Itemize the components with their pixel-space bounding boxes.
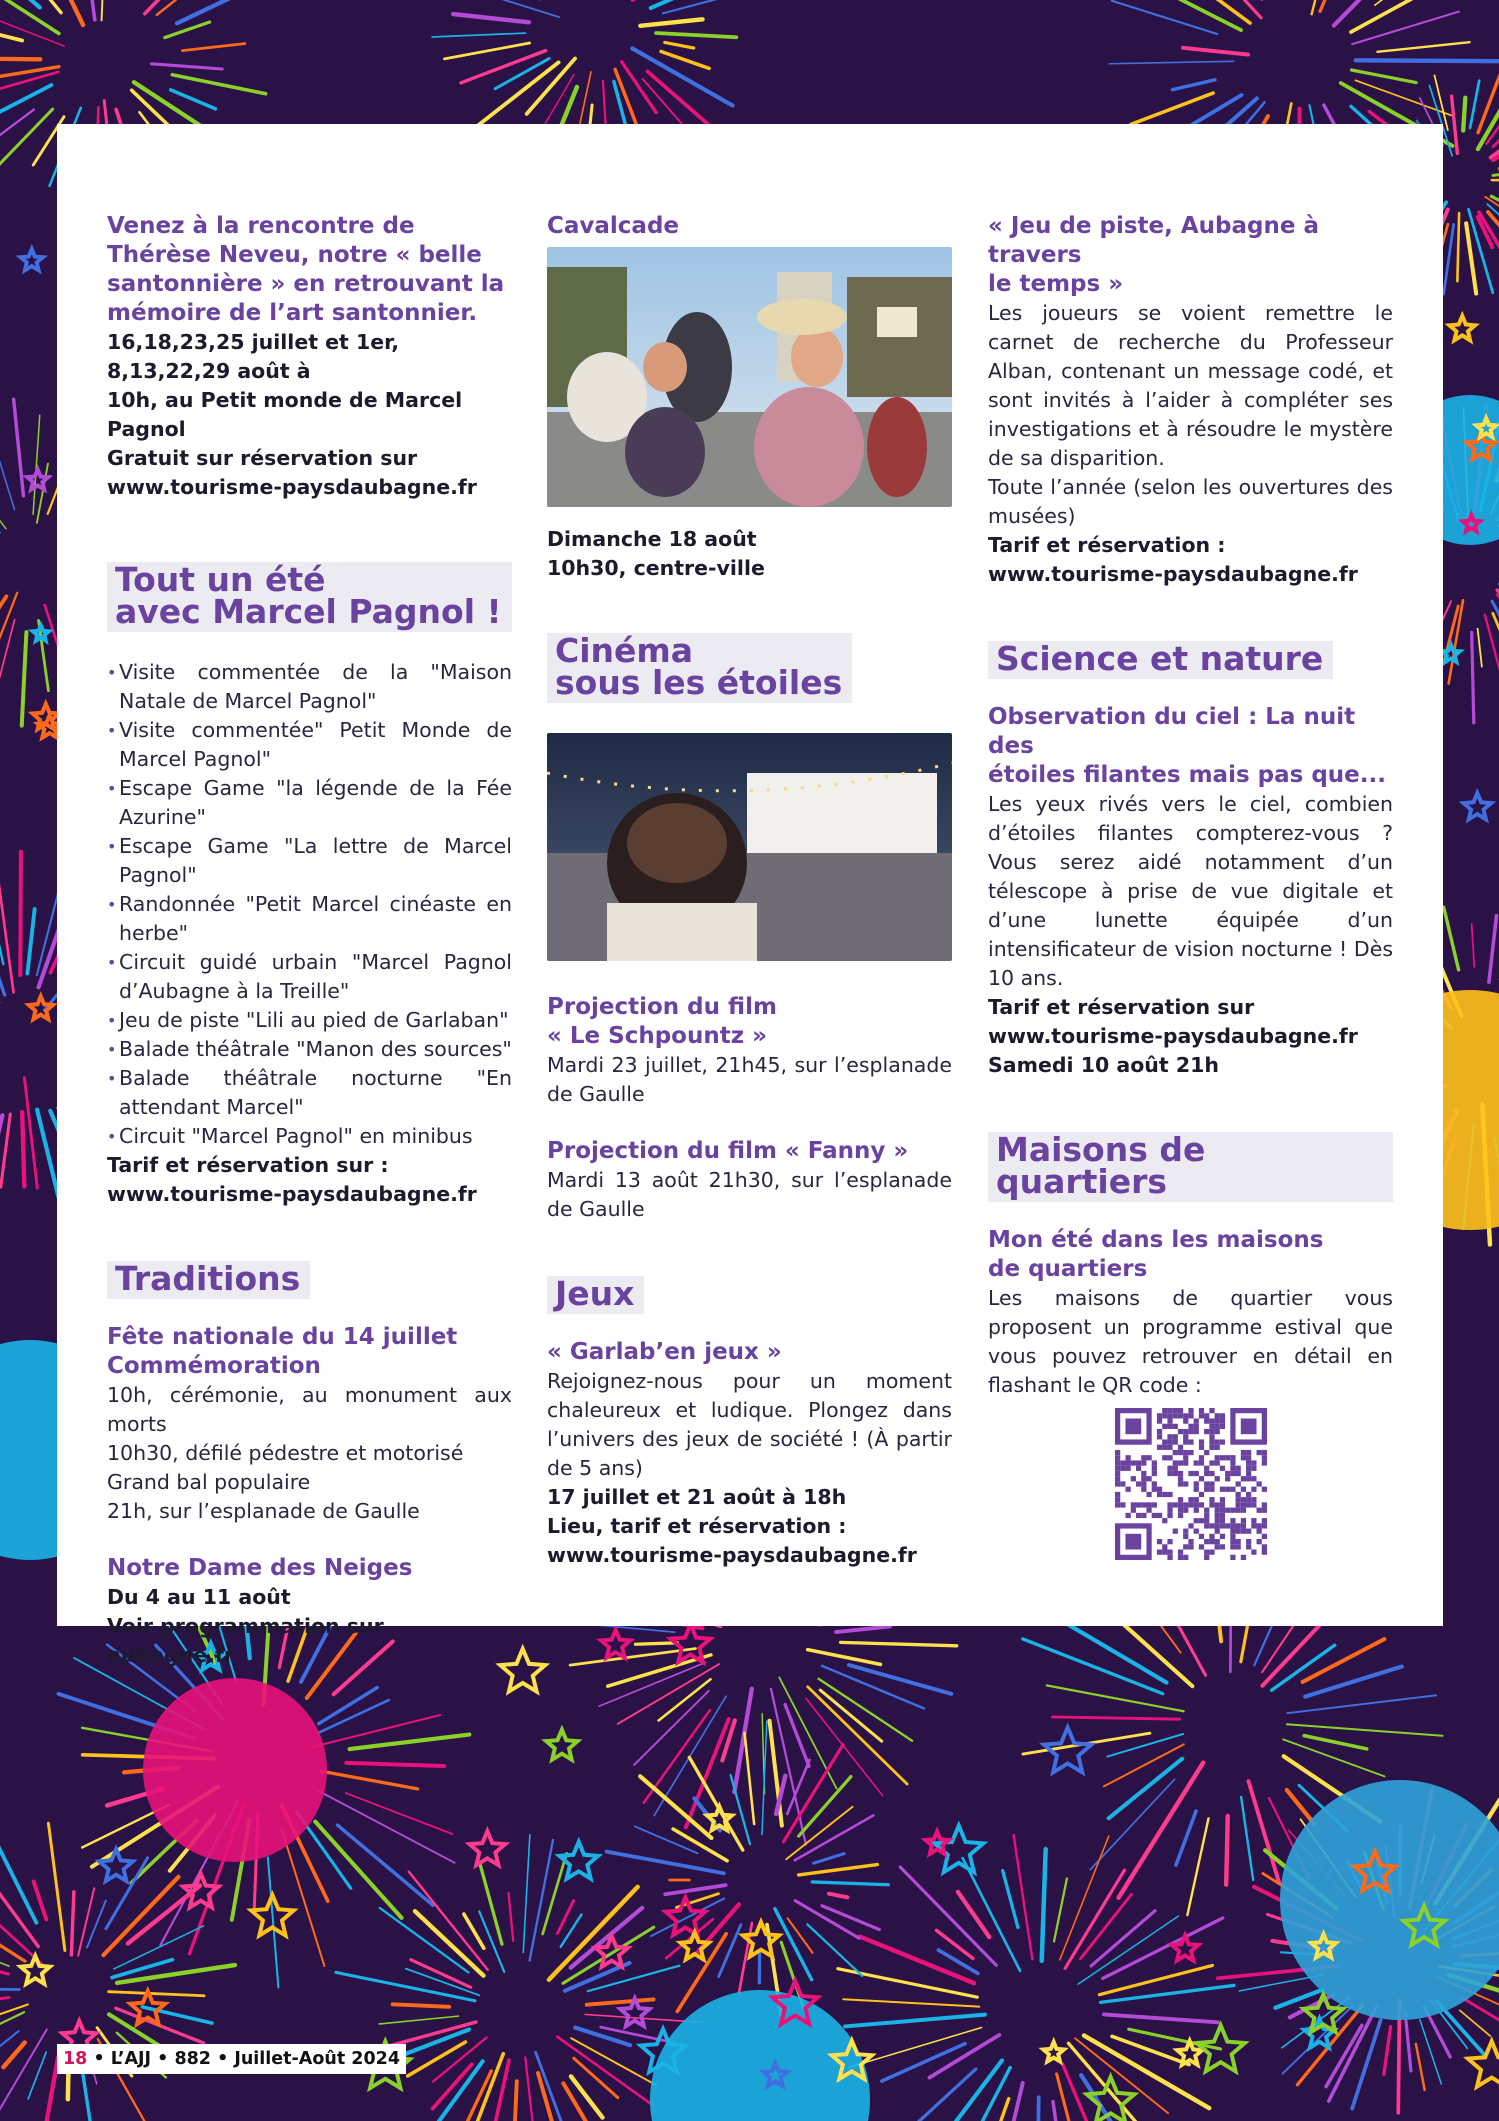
list-item: • Circuit guidé urbain "Marcel Pagnol d’Aubagne à la Treille" — [107, 948, 512, 1006]
footer-text: • L’AJJ • 882 • Juillet-Août 2024 — [87, 2049, 400, 2069]
section-title-pagnol: Tout un été avec Marcel Pagnol ! — [107, 562, 512, 632]
jeu-piste-details: Tarif et réservation : www.tourisme-paysdaubagne.fr — [988, 531, 1393, 589]
fete-nationale-text: 10h, cérémonie, au monument aux morts 10h30, défilé pédestre et motorisé Grand bal populaire 21h, sur l’esplanade de Gaulle — [107, 1383, 512, 1523]
film2-heading: Projection du film « Fanny » — [547, 1138, 909, 1164]
list-item: • Visite commentée de la "Maison Natale de Marcel Pagnol" — [107, 658, 512, 716]
film1-heading: Projection du film « Le Schpountz » — [547, 994, 777, 1049]
column-3 — [988, 212, 1393, 1560]
jeux-heading: « Garlab’en jeux » — [547, 1339, 782, 1365]
list-item: • Balade théâtrale nocturne "En attendant Marcel" — [107, 1064, 512, 1122]
notre-dame-heading: Notre Dame des Neiges — [107, 1555, 413, 1581]
list-item: • Visite commentée" Petit Monde de Marcel Pagnol" — [107, 716, 512, 774]
science-details: Tarif et réservation sur www.tourisme-paysdaubagne.fr Samedi 10 août 21h — [988, 993, 1393, 1080]
film1-text: Mardi 23 juillet, 21h45, sur l’esplanade de Gaulle — [547, 1053, 952, 1106]
jeux-text: Rejoignez-nous pour un moment chaleureux et ludique. Plongez dans l’univers des jeux de société ! (À partir de 5 ans) — [547, 1369, 952, 1480]
cavalcade-date: Dimanche 18 août 10h30, centre-ville — [547, 527, 765, 580]
jeux-link[interactable]: www.tourisme-paysdaubagne.fr — [547, 1543, 917, 1567]
cavalcade-heading: Cavalcade — [547, 213, 680, 239]
intro-details: 16,18,23,25 juillet et 1er, 8,13,22,29 août à 10h, au Petit monde de Marcel Pagnol Gratuit sur réservation sur www.tourisme-paysdaubagne.fr — [107, 328, 512, 502]
cinema-photo — [547, 733, 952, 961]
column-2 — [547, 212, 952, 1570]
section-title-jeux: Jeux — [547, 1276, 644, 1314]
content-panel — [57, 124, 1443, 1667]
jeux-details: 17 juillet et 21 août à 18h Lieu, tarif et réservation : www.tourisme-paysdaubagne.fr — [547, 1483, 952, 1570]
list-item: • Jeu de piste "Lili au pied de Garlaban" — [107, 1006, 512, 1035]
jeu-piste-text: Les joueurs se voient remettre le carnet de recherche du Professeur Alban, contenant un message codé, et sont invités à l’aider à compléter ses investigations et à résoudre le mystère de sa disparition. — [988, 301, 1393, 470]
notre-dame-details: Du 4 au 11 août Voir programmation sur aubagne.fr — [107, 1585, 384, 1667]
intro-heading: Venez à la rencontre de Thérèse Neveu, notre « belle santonnière » en retrouvant la mémoire de l’art santonnier. — [107, 213, 505, 326]
column-1 — [107, 212, 512, 1670]
science-text: Les yeux rivés vers le ciel, combien d’étoiles filantes compterez-vous ? Vous serez aidé notamment d’un télescope à prise de vue digitale et d’une lunette équipée d’un intensificateur de vision nocturne ! Dès 10 ans. — [988, 792, 1393, 990]
jeu-piste-text-2: Toute l’année (selon les ouvertures des musées) — [988, 475, 1393, 528]
section-title-science: Science et nature — [988, 641, 1333, 679]
science-heading: Observation du ciel : La nuit des étoiles filantes mais pas que... — [988, 704, 1386, 788]
section-title-cinema: Cinéma sous les étoiles — [547, 633, 852, 703]
maisons-heading: Mon été dans les maisons de quartiers — [988, 1227, 1324, 1282]
jeu-piste-heading: « Jeu de piste, Aubagne à travers le temps » — [988, 213, 1319, 297]
pagnol-activities-list — [107, 658, 512, 1151]
section-title-traditions: Traditions — [107, 1261, 310, 1299]
list-item: • Randonnée "Petit Marcel cinéaste en herbe" — [107, 890, 512, 948]
maisons-text: Les maisons de quartier vous proposent un programme estival que vous pouvez retrouver en détail en flashant le QR code : — [988, 1286, 1393, 1397]
list-item: • Circuit "Marcel Pagnol" en minibus — [107, 1122, 512, 1151]
list-item: • Escape Game "la légende de la Fée Azurine" — [107, 774, 512, 832]
qr-code[interactable] — [1115, 1408, 1267, 1560]
pagnol-booking: Tarif et réservation sur : www.tourisme-paysdaubagne.fr — [107, 1151, 512, 1209]
page-number: 18 — [63, 2049, 88, 2069]
fete-nationale-heading: Fête nationale du 14 juillet Commémoration — [107, 1324, 458, 1379]
list-item: • Balade théâtrale "Manon des sources" — [107, 1035, 512, 1064]
list-item: • Escape Game "La lettre de Marcel Pagnol" — [107, 832, 512, 890]
jeu-piste-link[interactable]: www.tourisme-paysdaubagne.fr — [988, 562, 1358, 586]
pagnol-booking-link[interactable]: www.tourisme-paysdaubagne.fr — [107, 1182, 477, 1206]
science-link[interactable]: www.tourisme-paysdaubagne.fr — [988, 1024, 1358, 1048]
page-footer — [57, 2044, 406, 2074]
film2-text: Mardi 13 août 21h30, sur l’esplanade de Gaulle — [547, 1168, 952, 1221]
intro-link[interactable]: www.tourisme-paysdaubagne.fr — [107, 475, 477, 499]
cavalcade-photo — [547, 247, 952, 507]
section-title-maisons: Maisons de quartiers — [988, 1132, 1393, 1202]
